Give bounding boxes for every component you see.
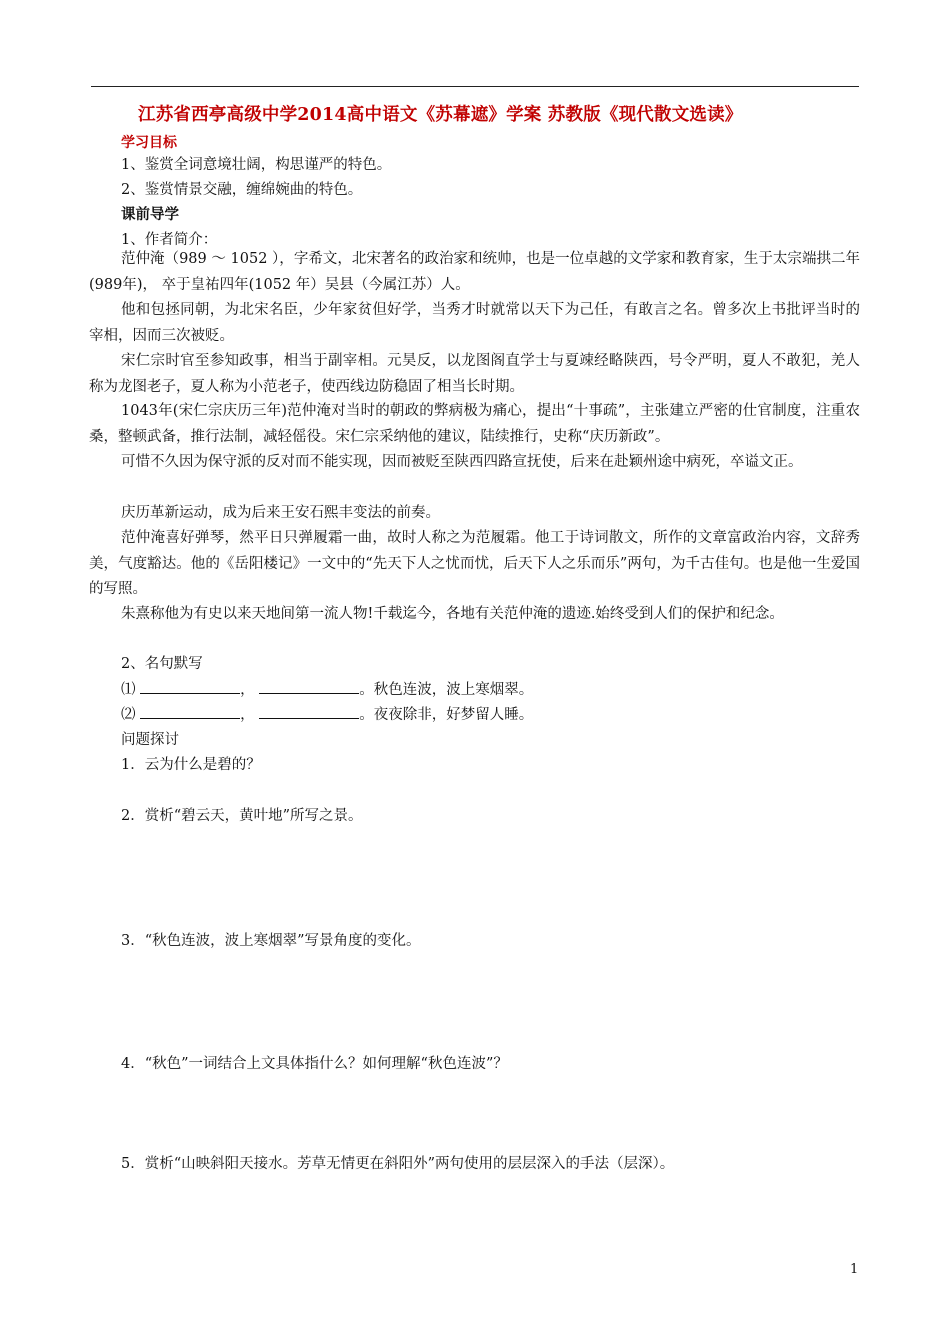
recite-number: ⑴ xyxy=(121,682,136,698)
author-paragraph: 宋仁宗时官至参知政事，相当于副宰相。元昊反，以龙图阁直学士与夏竦经略陕西，号令严明，夏人不敢犯，羌人称为龙图老子，夏人称为小范老子，使西线边防稳固了相当长时期。 xyxy=(89,353,860,395)
fill-blank[interactable] xyxy=(140,704,240,719)
recite-line-end: 。秋色连波，波上寒烟翠。 xyxy=(359,682,534,698)
questions-heading: 问题探讨 xyxy=(121,732,179,748)
recite-line-end: 。夜夜除非，好梦留人睡。 xyxy=(359,707,534,723)
document-title: 江苏省西亭高级中学2014高中语文《苏幕遮》学案 苏教版《现代散文选读》 xyxy=(138,105,743,125)
question-item: 1．云为什么是碧的？ xyxy=(121,757,261,773)
author-paragraph: 1043年(宋仁宗庆历三年)范仲淹对当时的朝政的弊病极为痛心，提出“十事疏”，主张建立严密的仕官制度，注重农桑，整顿武备，推行法制，减轻傜役。宋仁宗采纳他的建议，陆续推行，史称“庆历新政”。 xyxy=(89,403,860,445)
recite-heading: 2、名句默写 xyxy=(121,656,203,672)
author-paragraph: 范仲淹喜好弹琴，然平日只弹履霜一曲，故时人称之为范履霜。他工于诗词散文，所作的文章富政治内容，文辞秀美，气度豁达。他的《岳阳楼记》一文中的“先天下人之忧而忧，后天下人之乐而乐”两句，为千古佳句。也是他一生爱国的写照。 xyxy=(89,530,860,597)
author-paragraph: 庆历革新运动，成为后来王安石熙丰变法的前奏。 xyxy=(121,505,440,521)
header-rule xyxy=(91,86,859,87)
recite-item xyxy=(121,703,533,724)
fill-blank[interactable] xyxy=(259,704,359,719)
question-item: 2．赏析“碧云天，黄叶地”所写之景。 xyxy=(121,808,363,824)
objective-item: 2、鉴赏情景交融，缠绵婉曲的特色。 xyxy=(121,182,363,198)
recite-number: ⑵ xyxy=(121,707,136,723)
objective-item: 1、鉴赏全词意境壮阔，构思谨严的特色。 xyxy=(121,157,392,173)
preview-heading: 课前导学 xyxy=(121,206,179,223)
author-paragraph: 朱熹称他为有史以来天地间第一流人物!千载迄今，各地有关范仲淹的遗迹.始终受到人们的保护和纪念。 xyxy=(121,606,784,622)
recite-separator: ， xyxy=(240,707,255,723)
recite-separator: ， xyxy=(240,682,255,698)
question-item: 5．赏析“山映斜阳天接水。芳草无情更在斜阳外”两句使用的层层深入的手法（层深）。 xyxy=(121,1156,675,1172)
recite-item xyxy=(121,678,533,699)
author-paragraph: 可惜不久因为保守派的反对而不能实现，因而被贬至陕西四路宣抚使，后来在赴颖州途中病死，卒谥文正。 xyxy=(121,454,803,470)
page-number: 1 xyxy=(850,1262,859,1277)
objectives-heading: 学习目标 xyxy=(121,135,177,151)
author-paragraph: 范仲淹（989 ～ 1052 ），字希文，北宋著名的政治家和统帅，也是一位卓越的文学家和教育家，生于太宗端拱二年(989年)， 卒于皇祐四年(1052 年）吴县（今属江苏）人。 xyxy=(89,251,860,293)
question-item: 4．“秋色”一词结合上文具体指什么？如何理解“秋色连波”？ xyxy=(121,1056,508,1072)
author-paragraph: 他和包拯同朝，为北宋名臣，少年家贫但好学，当秀才时就常以天下为己任，有敢言之名。曾多次上书批评当时的宰相，因而三次被贬。 xyxy=(89,302,860,344)
question-item: 3．“秋色连波，波上寒烟翠”写景角度的变化。 xyxy=(121,933,421,949)
fill-blank[interactable] xyxy=(140,679,240,694)
fill-blank[interactable] xyxy=(259,679,359,694)
author-heading: 1、作者简介： xyxy=(121,232,218,248)
